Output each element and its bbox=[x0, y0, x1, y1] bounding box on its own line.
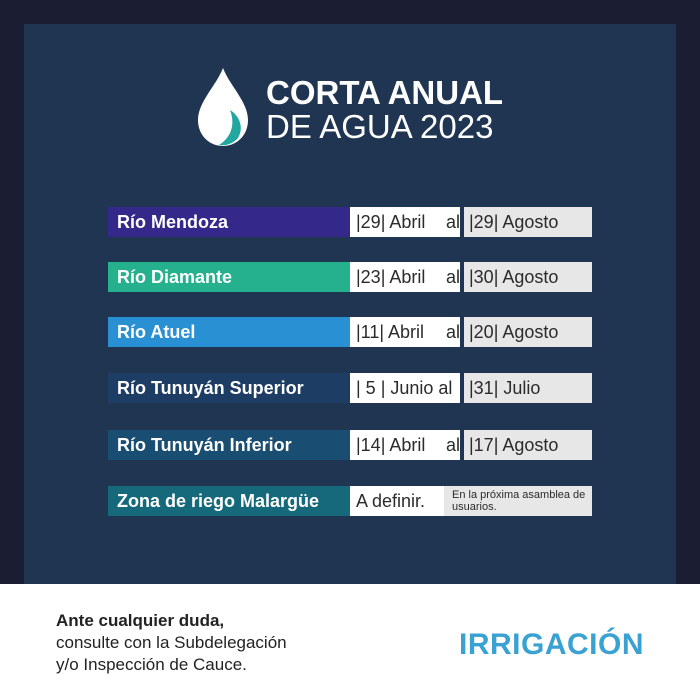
end-date: |31| Julio bbox=[464, 373, 592, 403]
river-label: Río Tunuyán Superior bbox=[108, 373, 350, 403]
footer bbox=[0, 584, 700, 699]
title-line-1: CORTA ANUAL bbox=[266, 74, 504, 111]
date-separator: al bbox=[446, 267, 461, 287]
water-drop-icon bbox=[194, 66, 252, 148]
schedule-row bbox=[108, 262, 592, 292]
date-separator: al bbox=[446, 212, 461, 232]
start-date: | 5 | Junio al bbox=[350, 373, 460, 403]
schedule-note: En la próxima asamblea de usuarios. bbox=[444, 486, 592, 516]
river-label: Zona de riego Malargüe bbox=[108, 486, 350, 516]
title-line-2: DE AGUA 2023 bbox=[266, 108, 494, 145]
contact-line-3: y/o Inspección de Cauce. bbox=[56, 655, 247, 674]
river-label: Río Mendoza bbox=[108, 207, 350, 237]
end-date: |20| Agosto bbox=[464, 317, 592, 347]
end-date: |30| Agosto bbox=[464, 262, 592, 292]
start-date: |23| Abril bbox=[350, 262, 460, 292]
schedule-row bbox=[108, 317, 592, 347]
date-separator: al bbox=[446, 435, 461, 455]
river-label: Río Atuel bbox=[108, 317, 350, 347]
contact-note bbox=[56, 610, 287, 676]
schedule-row bbox=[108, 207, 592, 237]
river-label: Río Tunuyán Inferior bbox=[108, 430, 350, 460]
contact-line-2: consulte con la Subdelegación bbox=[56, 633, 287, 652]
start-date: A definir. bbox=[350, 486, 444, 516]
end-date: |17| Agosto bbox=[464, 430, 592, 460]
start-date: |11| Abril bbox=[350, 317, 460, 347]
date-separator: al bbox=[446, 322, 461, 342]
header bbox=[194, 66, 534, 150]
end-date: |29| Agosto bbox=[464, 207, 592, 237]
start-date: |14| Abril bbox=[350, 430, 460, 460]
river-label: Río Diamante bbox=[108, 262, 350, 292]
page-title bbox=[266, 76, 503, 144]
schedule-row bbox=[108, 486, 592, 516]
contact-line-1: Ante cualquier duda, bbox=[56, 611, 225, 630]
schedule-row bbox=[108, 373, 592, 403]
brand-logo-text: IRRIGACIÓN bbox=[459, 628, 644, 661]
schedule-row bbox=[108, 430, 592, 460]
start-date: |29| Abril bbox=[350, 207, 460, 237]
